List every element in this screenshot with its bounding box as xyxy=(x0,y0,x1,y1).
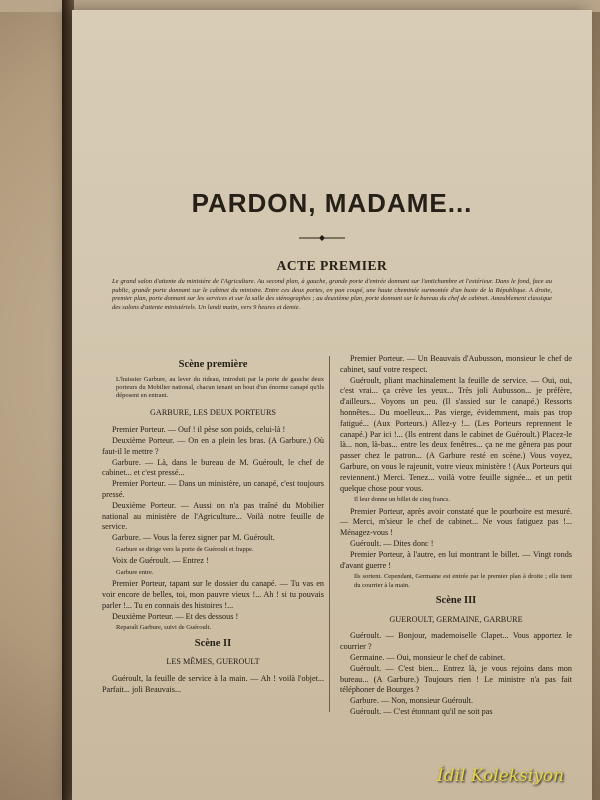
dialogue-line: Premier Porteur. — Dans un ministère, un canapé, c'est toujours pressé. xyxy=(102,479,324,499)
stage-note: L'huissier Garbure, au lever du rideau, introduit par la porte de gauche deux porteurs du Mobilier national, chacun tenant un bout d'un énorme canapé qu'ils déposent en entrant. xyxy=(116,375,324,400)
cast-list: GARBURE, LES DEUX PORTEURS xyxy=(150,408,276,418)
left-column xyxy=(102,354,324,696)
play-title: PARDON, MADAME... xyxy=(191,188,473,218)
act-heading: ACTE PREMIER xyxy=(276,258,388,273)
dialogue-line: Premier Porteur, après avoir constaté que le pourboire est mesuré. — Merci, m'sieur le chef de cabinet... Ne vous fatiguez pas !... Ménagez-vous ! xyxy=(340,506,572,538)
watermark-text: İdil Koleksiyon xyxy=(437,766,565,786)
dialogue-line: Deuxième Porteur. — Aussi on n'a pas traîné du Mobilier national au ministère de l'Agriculture... Voilà notre feuille de service. xyxy=(102,500,324,532)
scene-heading: Scène III xyxy=(435,594,477,606)
dialogue-line: Guéroult. — C'est étonnant qu'il ne soit pas xyxy=(350,706,493,716)
dialogue-line: Guéroult. — C'est bien... Entrez là, je vous rejoins dans mon bureau... (A Garbure.) Toujours rien ! Le ministre n'a pas fait téléphoner de Bourges ? xyxy=(340,663,572,695)
scene-heading: Scène II xyxy=(194,637,232,649)
stage-note: Reparaît Garbure, suivi de Guéroult. xyxy=(116,624,211,632)
dialogue-line: Garbure. — Là, dans le bureau de M. Guéroult, le chef de cabinet... et c'est pressé... xyxy=(102,457,324,478)
dialogue-line: Voix de Guéroult. — Entrez ! xyxy=(112,556,209,566)
scene-heading: Scène première xyxy=(178,359,248,370)
dialogue-line: Premier Porteur, à l'autre, en lui montrant le billet. — Vingt ronds d'avant guerre ! xyxy=(340,549,572,570)
dialogue-line: Garbure. — Vous la ferez signer par M. Guéroult. xyxy=(112,533,275,543)
stage-direction: Le grand salon d'attente du ministère de l'Agriculture. Au second plan, à gauche, grande porte d'entrée donnant sur l'antichambre et l'extérieur. Dans le fond, face au public, grande porte donnant sur le cabinet du ministre. Entre ces deux portes, en pan coupé, une haute cheminée surmontée d'un buste de la République. A droite, premier plan, porte donnant sur les services et sur la salle des sténographes ; au deuxième plan, porte donnant sur le bureau du chef de cabinet. Ameublement classique des salons d'attente ministériels. Un lundi matin, vers 9 heures et demie. xyxy=(112,278,552,311)
dialogue-line: Garbure. — Non, monsieur Guéroult. xyxy=(350,696,474,706)
book-page xyxy=(72,10,592,800)
stage-note: Il leur donne un billet de cinq francs. xyxy=(354,496,451,504)
dialogue-line: Guéroult, pliant machinalement la feuille de service. — Oui, oui, c'est vrai... ça crève les yeux... Très joli Aubusson... je préfère, d'ailleurs... Voyons un peu. (Il s'assied sur le canapé.) Ressorts honnêtes... Du moelleux... Pas vierge, évidemment, mais pas trop fatigué... (Aux Porteurs.) Allez-y !... (Les Porteurs reprennent le canapé.) Par ici !... (Ils entrent dans le cabinet de Guéroult.) Placez-le là... non, là-bas... entre les deux fenêtres... ça ne me gênera pas pour passer chez le patron... (A Garbure resté en scène.) Vous voyez, Garbure, on vous le rajeunit, votre vieux ministère ! (Aux Porteurs qui reviennent.) Merci. Tenez... voilà votre feuille signée... et un petit quelque chose pour vous. xyxy=(340,375,572,493)
cast-list: GUEROULT, GERMAINE, GARBURE xyxy=(389,614,523,624)
dialogue-line: Deuxième Porteur. — Et des dessous ! xyxy=(112,611,239,621)
cast-list: LES MÊMES, GUEROULT xyxy=(166,657,260,667)
stage-note: Garbure se dirige vers la porte de Guéroult et frappe. xyxy=(116,545,254,553)
dialogue-line: Deuxième Porteur. — On en a plein les bras. (A Garbure.) Où faut-il le mettre ? xyxy=(102,436,324,456)
ornament-rule xyxy=(297,234,347,242)
dialogue-line: Guéroult. — Dites donc ! xyxy=(350,538,434,548)
stage-note: Ils sortent. Cependant, Germaine est entrée par le premier plan à droite ; elle tient du courrier à la main. xyxy=(354,573,572,589)
dialogue-line: Guéroult, la feuille de service à la main. — Ah ! voilà l'objet... Parfait... joli Beauvais... xyxy=(102,674,324,694)
dialogue-line: Premier Porteur, tapant sur le dossier du canapé. — Tu vas en voir encore de belles, toi, mon pauvre vieux !... Ah ! si tu pouvais parler !... Tu en connais des histoires !... xyxy=(102,579,324,610)
right-column xyxy=(340,354,572,718)
dialogue-line: Guéroult. — Bonjour, mademoiselle Clapet... Vous apportez le courrier ? xyxy=(340,631,572,652)
dialogue-line: Premier Porteur. — Un Beauvais d'Aubusson, monsieur le chef de cabinet, sauf votre respect. xyxy=(340,354,572,374)
dialogue-line: Premier Porteur. — Ouf ! il pèse son poids, celui-là ! xyxy=(112,425,286,435)
column-divider xyxy=(329,356,330,712)
stage-note: Garbure entre. xyxy=(116,568,154,576)
dialogue-line: Germaine. — Oui, monsieur le chef de cabinet. xyxy=(350,652,506,662)
